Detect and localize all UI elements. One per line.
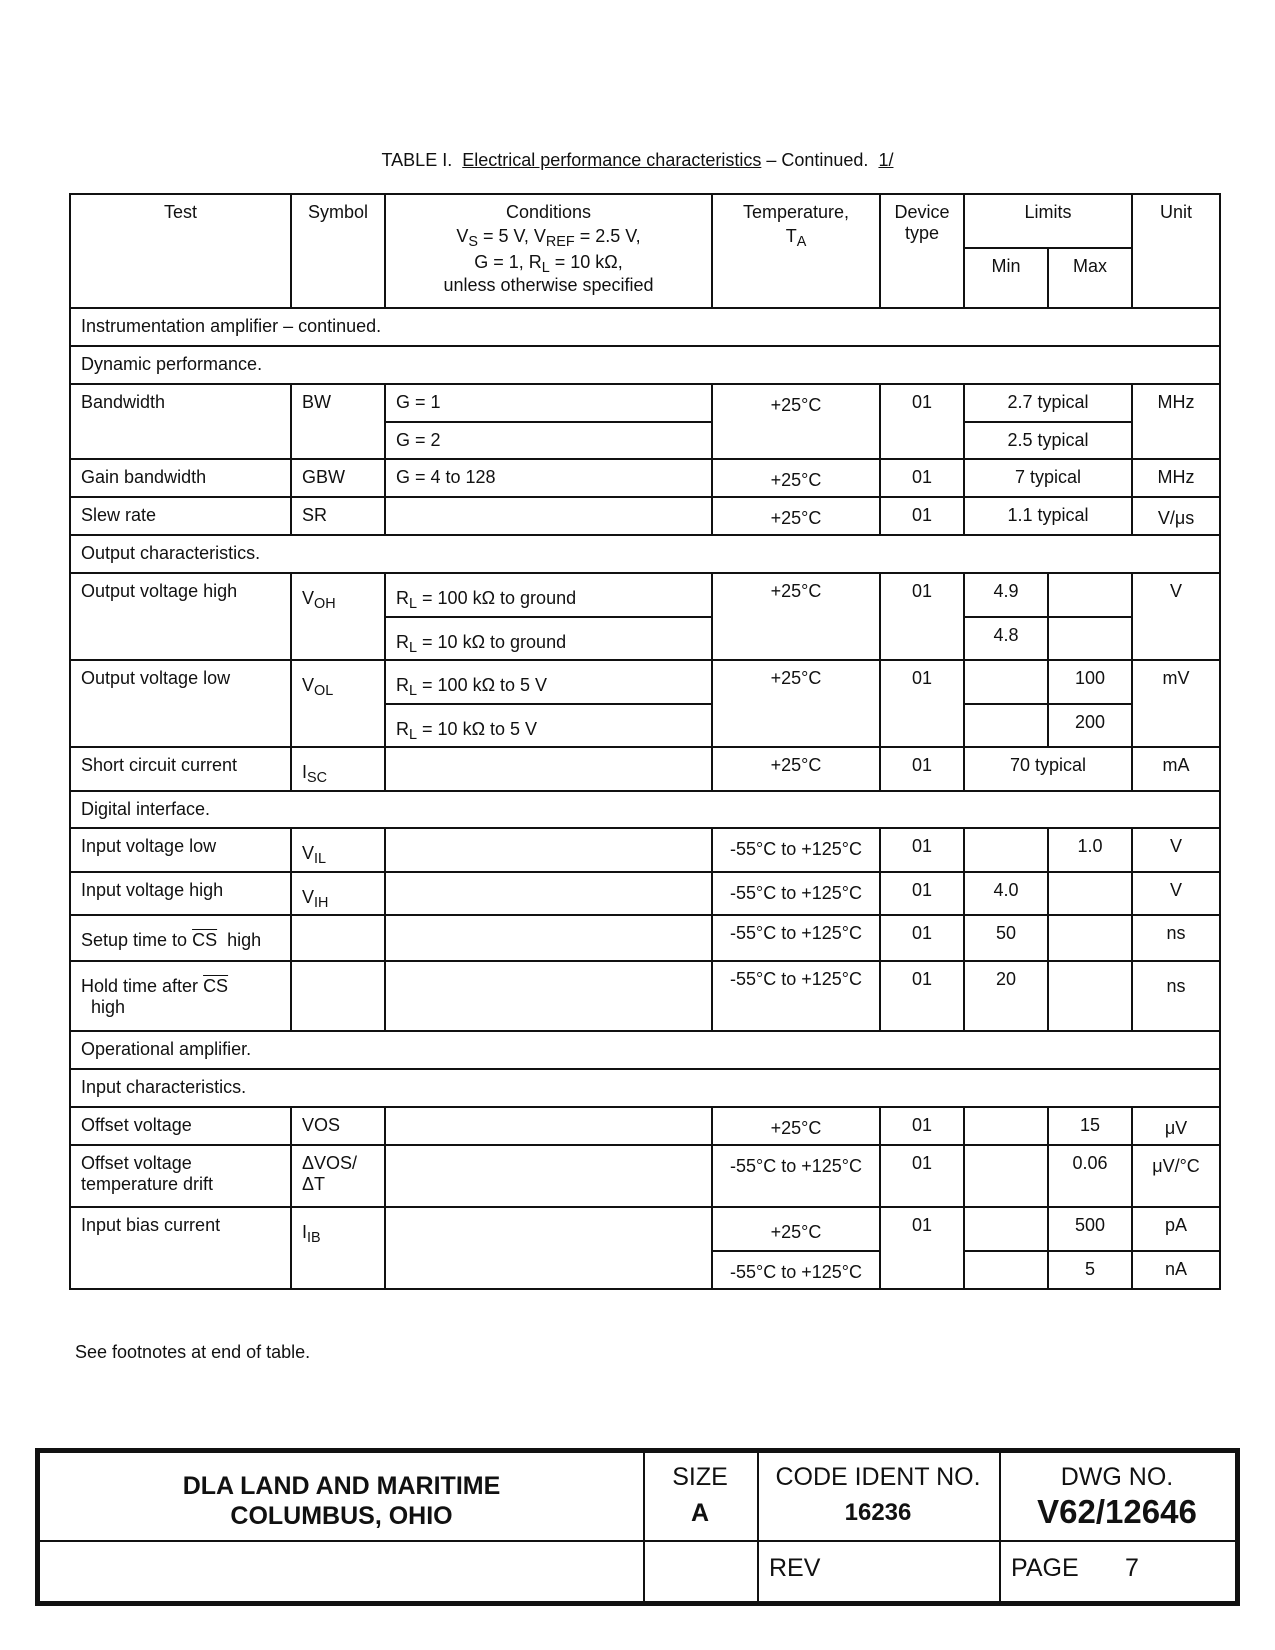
vosdrift-min bbox=[964, 1145, 1048, 1207]
vil-test: Input voltage low bbox=[70, 828, 291, 872]
isc-limit: 70 typical bbox=[964, 747, 1132, 791]
vol-max2: 200 bbox=[1048, 704, 1132, 747]
gbw-limit: 7 typical bbox=[964, 459, 1132, 497]
header-limits: Limits bbox=[964, 194, 1132, 248]
device-line1: Device bbox=[894, 202, 950, 222]
vil-min bbox=[964, 828, 1048, 872]
table-row bbox=[70, 828, 1220, 872]
slew-symbol: SR bbox=[291, 497, 385, 535]
iib-cond bbox=[385, 1207, 712, 1289]
bandwidth-symbol: BW bbox=[291, 384, 385, 459]
vosdrift-symbol: ΔVOS/ ΔT bbox=[291, 1145, 385, 1207]
device-line2: type bbox=[904, 223, 940, 243]
voh-symbol: $V_{OH}$ bbox=[291, 573, 385, 660]
vol-test: Output voltage low bbox=[70, 660, 291, 747]
vol-unit: mV bbox=[1132, 660, 1220, 747]
table-row bbox=[70, 384, 1220, 422]
title-block bbox=[35, 1448, 1240, 1606]
gbw-cond: G = 4 to 128 bbox=[385, 459, 712, 497]
vih-test: Input voltage high bbox=[70, 872, 291, 915]
conditions-line1: $V_S = 5$ V, $V_{REF} = 2.5$ V, bbox=[456, 226, 641, 250]
voh-max1 bbox=[1048, 573, 1132, 617]
bandwidth-cond1: G = 1 bbox=[385, 384, 712, 422]
slew-device: 01 bbox=[880, 497, 964, 535]
vih-min: 4.0 bbox=[964, 872, 1048, 915]
voh-max2 bbox=[1048, 617, 1132, 660]
vosdrift-unit: μV/°C bbox=[1132, 1145, 1220, 1207]
iib-max2: 5 bbox=[1048, 1251, 1132, 1289]
gbw-test: Gain bandwidth bbox=[70, 459, 291, 497]
vol-temp: +25°C bbox=[712, 660, 880, 747]
setup-cond bbox=[385, 915, 712, 961]
hold-symbol bbox=[291, 961, 385, 1031]
vil-unit: V bbox=[1132, 828, 1220, 872]
org-line2: COLUMBUS, OHIO bbox=[230, 1502, 453, 1530]
vos-symbol: VOS bbox=[291, 1107, 385, 1145]
hold-max bbox=[1048, 961, 1132, 1031]
vil-max: 1.0 bbox=[1048, 828, 1132, 872]
bandwidth-device: 01 bbox=[880, 384, 964, 459]
vih-unit: V bbox=[1132, 872, 1220, 915]
voh-temp: +25°C bbox=[712, 573, 880, 660]
header-row bbox=[70, 194, 1220, 248]
page-label: PAGE bbox=[1011, 1554, 1079, 1582]
bandwidth-temp: +25°C bbox=[712, 384, 880, 459]
vosdrift-cond bbox=[385, 1145, 712, 1207]
vol-cond2: $R_L = 10$ kΩ to 5 V bbox=[385, 704, 712, 747]
vih-cond bbox=[385, 872, 712, 915]
page-number: 7 bbox=[1125, 1554, 1139, 1582]
header-min: Min bbox=[964, 248, 1048, 308]
slew-test: Slew rate bbox=[70, 497, 291, 535]
vol-min1 bbox=[964, 660, 1048, 704]
vosdrift-device: 01 bbox=[880, 1145, 964, 1207]
vol-symbol: $V_{OL}$ bbox=[291, 660, 385, 747]
vih-max bbox=[1048, 872, 1132, 915]
table-row bbox=[70, 1145, 1220, 1207]
conditions-line2: G = 1, $R_L = 10$ kΩ, bbox=[474, 252, 623, 276]
size-value: A bbox=[690, 1499, 710, 1527]
vih-device: 01 bbox=[880, 872, 964, 915]
section-input: Input characteristics. bbox=[70, 1069, 1220, 1107]
vih-symbol: $V_{IH}$ bbox=[291, 872, 385, 915]
table-row bbox=[70, 573, 1220, 617]
rev-label: REV bbox=[769, 1554, 821, 1582]
vol-max1: 100 bbox=[1048, 660, 1132, 704]
setup-min: 50 bbox=[964, 915, 1048, 961]
table-row bbox=[70, 459, 1220, 497]
iib-temp2: -55°C to +125°C bbox=[712, 1251, 880, 1289]
iib-min1 bbox=[964, 1207, 1048, 1251]
iib-unit1: pA bbox=[1132, 1207, 1220, 1251]
bandwidth-cond2: G = 2 bbox=[385, 422, 712, 459]
bandwidth-limit1: 2.7 typical bbox=[964, 384, 1132, 422]
voh-unit: V bbox=[1132, 573, 1220, 660]
gbw-symbol: GBW bbox=[291, 459, 385, 497]
vos-min bbox=[964, 1107, 1048, 1145]
isc-device: 01 bbox=[880, 747, 964, 791]
hold-min: 20 bbox=[964, 961, 1048, 1031]
org-name bbox=[40, 1471, 643, 1531]
setup-max bbox=[1048, 915, 1132, 961]
section-digital: Digital interface. bbox=[70, 791, 1220, 828]
electrical-characteristics-table bbox=[69, 193, 1221, 1290]
caption-suffix: – Continued. bbox=[766, 150, 869, 170]
table-caption bbox=[0, 150, 1275, 171]
gbw-unit: MHz bbox=[1132, 459, 1220, 497]
voh-device: 01 bbox=[880, 573, 964, 660]
header-unit: Unit bbox=[1132, 194, 1220, 308]
caption-note: 1/ bbox=[878, 150, 894, 170]
code-ident-value: 16236 bbox=[844, 1499, 912, 1526]
vos-temp: +25°C bbox=[712, 1107, 880, 1145]
table-row bbox=[70, 915, 1220, 961]
gbw-temp: +25°C bbox=[712, 459, 880, 497]
caption-prefix: TABLE I. bbox=[381, 150, 453, 170]
vos-max: 15 bbox=[1048, 1107, 1132, 1145]
table-row bbox=[70, 1107, 1220, 1145]
conditions-line3: unless otherwise specified bbox=[443, 275, 654, 295]
iib-min2 bbox=[964, 1251, 1048, 1289]
vosdrift-temp: -55°C to +125°C bbox=[712, 1145, 880, 1207]
temperature-line2: $T_A$ bbox=[785, 226, 807, 250]
isc-unit: mA bbox=[1132, 747, 1220, 791]
iib-max1: 500 bbox=[1048, 1207, 1132, 1251]
org-line1: DLA LAND AND MARITIME bbox=[182, 1472, 501, 1500]
iib-unit2: nA bbox=[1132, 1251, 1220, 1289]
footnote-reference: See footnotes at end of table. bbox=[75, 1342, 311, 1362]
slew-unit: V/μs bbox=[1132, 497, 1220, 535]
isc-symbol: $I_{SC}$ bbox=[291, 747, 385, 791]
table-row bbox=[70, 747, 1220, 791]
caption-title: Electrical performance characteristics bbox=[462, 150, 762, 170]
section-ia-continued: Instrumentation amplifier – continued. bbox=[70, 308, 1220, 346]
slew-cond bbox=[385, 497, 712, 535]
isc-temp: +25°C bbox=[712, 747, 880, 791]
isc-cond bbox=[385, 747, 712, 791]
setup-unit: ns bbox=[1132, 915, 1220, 961]
header-device-type bbox=[880, 194, 964, 308]
voh-test: Output voltage high bbox=[70, 573, 291, 660]
hold-temp: -55°C to +125°C bbox=[712, 961, 880, 1031]
slew-temp: +25°C bbox=[712, 497, 880, 535]
vol-device: 01 bbox=[880, 660, 964, 747]
dwg-no-label: DWG NO. bbox=[1060, 1463, 1174, 1491]
setup-test: Setup time to $\overline{CS}$ high bbox=[70, 915, 291, 961]
header-conditions bbox=[385, 194, 712, 308]
iib-test: Input bias current bbox=[70, 1207, 291, 1289]
iib-temp1: +25°C bbox=[712, 1207, 880, 1251]
table-row bbox=[70, 1207, 1220, 1251]
vosdrift-test: Offset voltage temperature drift bbox=[70, 1145, 291, 1207]
bandwidth-unit: MHz bbox=[1132, 384, 1220, 459]
iib-device: 01 bbox=[880, 1207, 964, 1289]
vosdrift-max: 0.06 bbox=[1048, 1145, 1132, 1207]
iib-symbol: $I_{IB}$ bbox=[291, 1207, 385, 1289]
hold-test: Hold time after $\overline{CS}$ high bbox=[70, 961, 291, 1031]
section-dynamic: Dynamic performance. bbox=[70, 346, 1220, 384]
dwg-no-value: V62/12646 bbox=[1037, 1493, 1197, 1530]
vol-cond1: $R_L = 100$ kΩ to 5 V bbox=[385, 660, 712, 704]
vos-cond bbox=[385, 1107, 712, 1145]
table-row bbox=[70, 660, 1220, 704]
vos-unit: μV bbox=[1132, 1107, 1220, 1145]
vos-test: Offset voltage bbox=[70, 1107, 291, 1145]
gbw-device: 01 bbox=[880, 459, 964, 497]
vil-symbol: $V_{IL}$ bbox=[291, 828, 385, 872]
slew-limit: 1.1 typical bbox=[964, 497, 1132, 535]
voh-cond2: $R_L = 10$ kΩ to ground bbox=[385, 617, 712, 660]
vol-min2 bbox=[964, 704, 1048, 747]
vil-device: 01 bbox=[880, 828, 964, 872]
vih-temp: -55°C to +125°C bbox=[712, 872, 880, 915]
header-test: Test bbox=[70, 194, 291, 308]
isc-test: Short circuit current bbox=[70, 747, 291, 791]
temperature-line1: Temperature, bbox=[742, 202, 850, 222]
hold-unit: ns bbox=[1132, 961, 1220, 1031]
size-label: SIZE bbox=[672, 1463, 728, 1491]
bandwidth-test: Bandwidth bbox=[70, 384, 291, 459]
setup-symbol bbox=[291, 915, 385, 961]
voh-cond1: $R_L = 100$ kΩ to ground bbox=[385, 573, 712, 617]
section-opamp: Operational amplifier. bbox=[70, 1031, 1220, 1069]
voh-min1: 4.9 bbox=[964, 573, 1048, 617]
header-temperature bbox=[712, 194, 880, 308]
header-symbol: Symbol bbox=[291, 194, 385, 308]
hold-device: 01 bbox=[880, 961, 964, 1031]
table-row bbox=[70, 961, 1220, 1031]
table-row bbox=[70, 497, 1220, 535]
hold-cond bbox=[385, 961, 712, 1031]
code-ident-label: CODE IDENT NO. bbox=[775, 1463, 981, 1491]
vos-device: 01 bbox=[880, 1107, 964, 1145]
section-output: Output characteristics. bbox=[70, 535, 1220, 573]
setup-device: 01 bbox=[880, 915, 964, 961]
vil-temp: -55°C to +125°C bbox=[712, 828, 880, 872]
setup-temp: -55°C to +125°C bbox=[712, 915, 880, 961]
table-row bbox=[70, 872, 1220, 915]
vil-cond bbox=[385, 828, 712, 872]
bandwidth-limit2: 2.5 typical bbox=[964, 422, 1132, 459]
conditions-title: Conditions bbox=[505, 202, 592, 222]
voh-min2: 4.8 bbox=[964, 617, 1048, 660]
header-max: Max bbox=[1048, 248, 1132, 308]
